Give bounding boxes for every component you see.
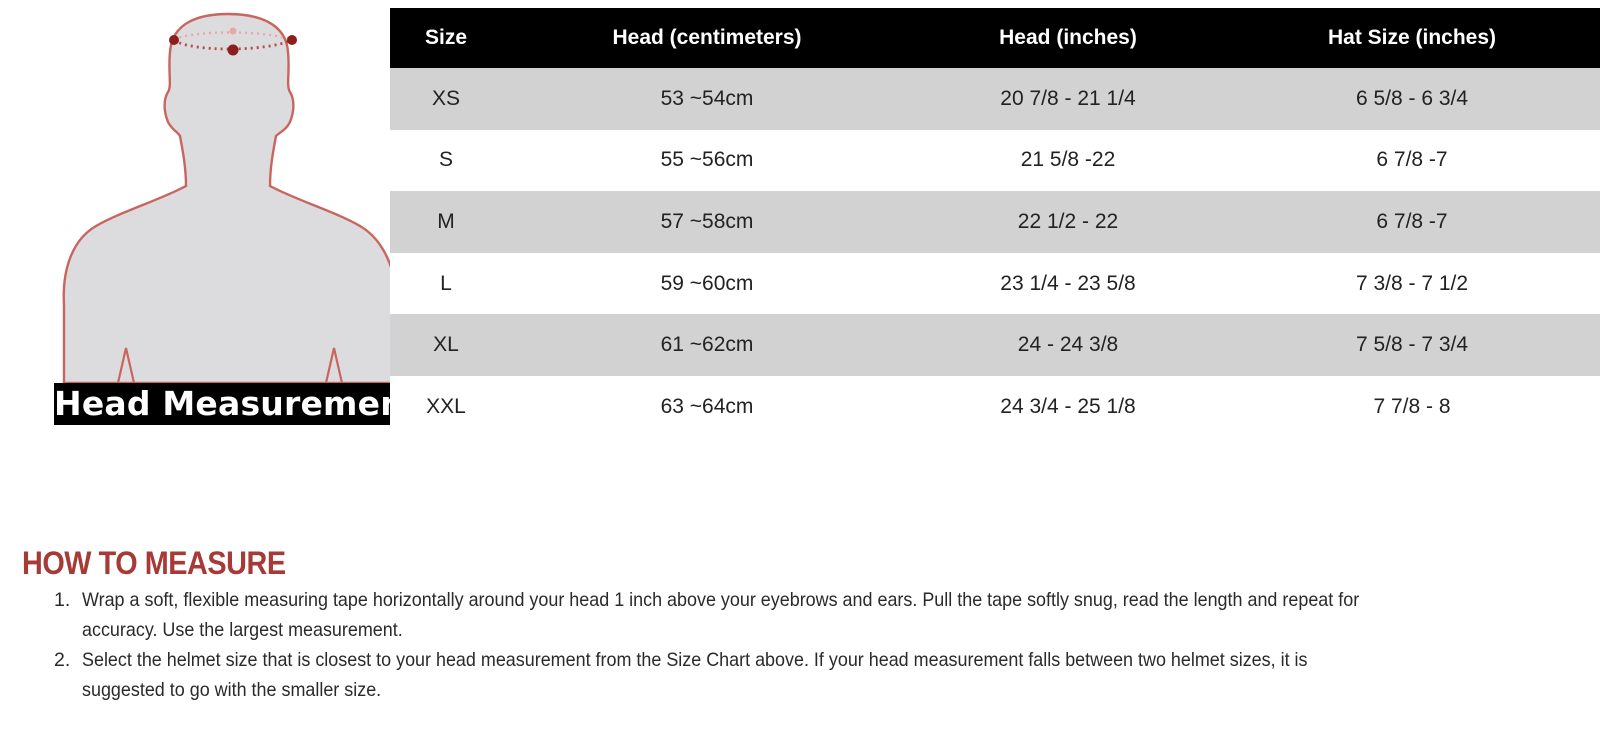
cell-hat-size: 7 3/8 - 7 1/2 — [1355, 271, 1469, 295]
how-to-measure-heading: HOW TO MEASURE — [22, 545, 286, 581]
cell-hat-size: 7 5/8 - 7 3/4 — [1355, 333, 1469, 357]
table-row — [390, 314, 1600, 376]
table-row — [390, 253, 1600, 315]
cell-head-inches: 21 5/8 -22 — [1020, 148, 1116, 172]
table-row — [390, 376, 1600, 438]
cell-size: S — [438, 148, 453, 172]
cell-head-cm: 53 ~54cm — [660, 86, 754, 110]
cell-head-inches: 24 - 24 3/8 — [1017, 333, 1119, 357]
header-hat-size: Hat Size (inches) — [1327, 26, 1497, 49]
cell-head-cm: 63 ~64cm — [660, 394, 754, 418]
cell-hat-size: 6 5/8 - 6 3/4 — [1355, 86, 1469, 110]
measurement-step — [54, 585, 1454, 645]
figure-caption: Head Measurement — [54, 384, 420, 423]
head-measurement-figure — [0, 0, 420, 430]
cell-head-cm: 55 ~56cm — [660, 148, 754, 172]
header-head-inches: Head (inches) — [999, 26, 1137, 49]
cell-hat-size: 6 7/8 -7 — [1376, 209, 1448, 233]
table-header-row — [390, 8, 1600, 68]
tape-point-front — [228, 45, 239, 56]
tape-point-left — [169, 35, 179, 45]
cell-size: M — [437, 209, 455, 233]
table-row — [390, 68, 1600, 130]
cell-head-inches: 20 7/8 - 21 1/4 — [1000, 86, 1136, 110]
silhouette-body — [64, 14, 398, 383]
cell-head-cm: 57 ~58cm — [660, 209, 754, 233]
measurement-steps-list — [54, 585, 1454, 705]
cell-size: XL — [433, 333, 459, 357]
cell-head-cm: 59 ~60cm — [660, 271, 754, 295]
size-chart-table — [390, 8, 1600, 438]
step-text: Wrap a soft, flexible measuring tape horizontally around your head 1 inch above your eyebrows and ears. Pull the tape softly snug, read the length and repeat for accuracy. Use the largest measurement. — [82, 589, 1360, 641]
step-number: 1. — [54, 589, 71, 611]
table-row — [390, 191, 1600, 253]
cell-head-cm: 61 ~62cm — [660, 333, 754, 357]
measurement-step — [54, 645, 1454, 705]
cell-head-inches: 23 1/4 - 23 5/8 — [1000, 271, 1136, 295]
cell-size: XXL — [426, 394, 466, 418]
tape-point-back — [230, 28, 237, 35]
cell-head-inches: 24 3/4 - 25 1/8 — [1000, 394, 1136, 418]
head-silhouette-illustration — [0, 0, 420, 430]
tape-point-right — [287, 35, 297, 45]
cell-hat-size: 7 7/8 - 8 — [1373, 394, 1451, 418]
step-text: Select the helmet size that is closest to your head measurement from the Size Chart above. If your head measurement falls between two helmet sizes, it is suggested to go with the smaller size. — [82, 649, 1308, 701]
cell-hat-size: 6 7/8 -7 — [1376, 148, 1448, 172]
header-head-cm: Head (centimeters) — [612, 26, 802, 49]
cell-head-inches: 22 1/2 - 22 — [1017, 209, 1119, 233]
step-number: 2. — [54, 649, 71, 671]
table-row — [390, 130, 1600, 192]
cell-size: XS — [431, 86, 460, 110]
header-size: Size — [424, 26, 468, 49]
cell-size: L — [440, 271, 452, 295]
